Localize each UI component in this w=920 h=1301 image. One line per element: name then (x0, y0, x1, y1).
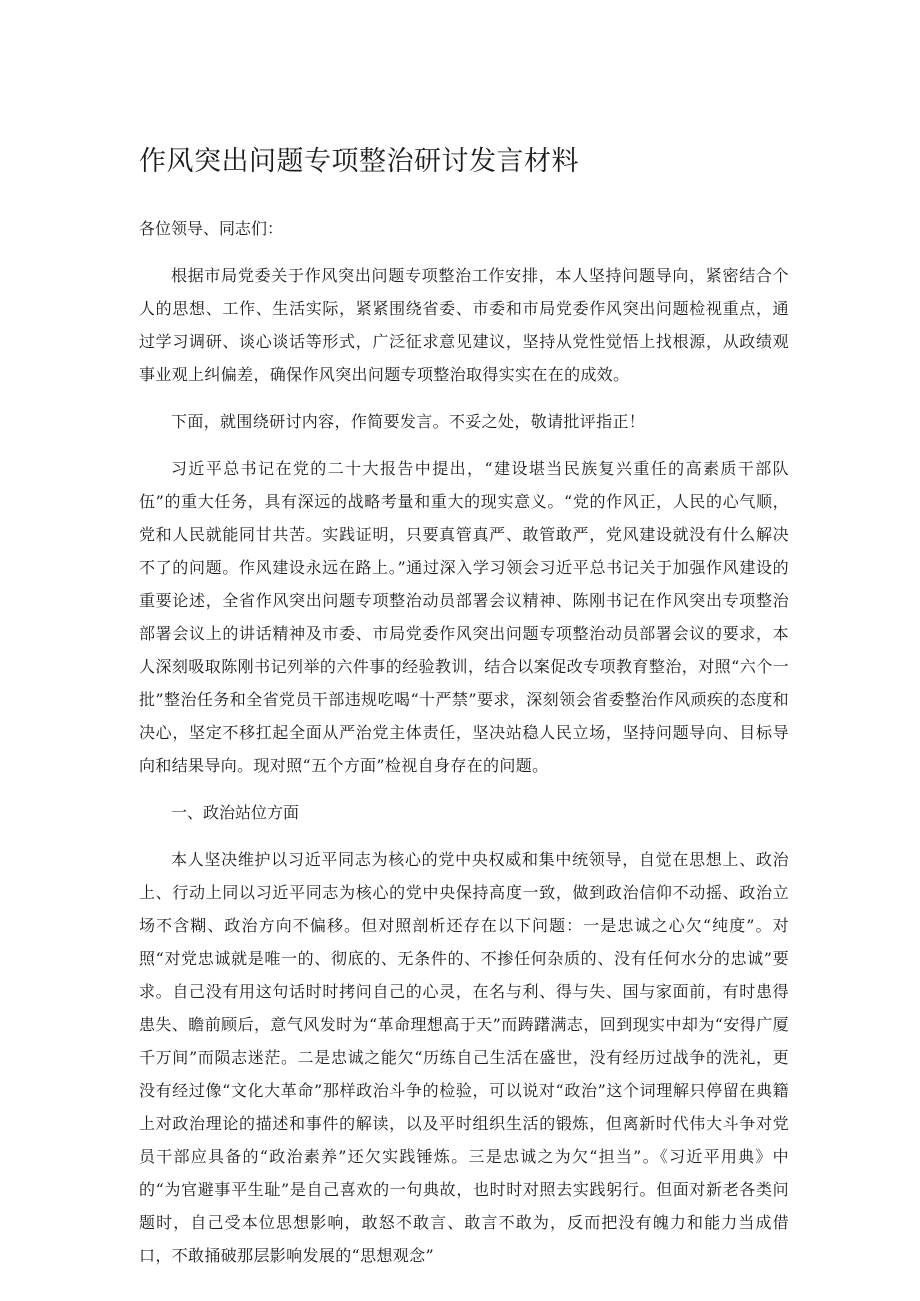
intro-paragraph: 根据市局党委关于作风突出问题专项整治工作安排，本人坚持问题导向，紧密结合个人的思想、工作、生活实际，紧紧围绕省委、市委和市局党委作风突出问题检视重点，通过学习调研、谈心谈话等形式，广泛征求意见建议，坚持从党性觉悟上找根源，从政绩观事业观上纠偏差，确保作风突出问题专项整治取得实实在在的成效。 (139, 266, 789, 384)
section-heading: 一、政治站位方面 (171, 803, 300, 822)
document-page (139, 142, 789, 1286)
background-paragraph: 习近平总书记在党的二十大报告中提出，“建设堪当民族复兴重任的高素质干部队伍”的重大任务，具有深远的战略考量和重大的现实意义。“党的作风正，人民的心气顺，党和人民就能同甘共苦。实践证明，只要真管真严、敢管敢严，党风建设就没有什么解决不了的问题。作风建设永远在路上。”通过深入学习领会习近平总书记关于加强作风建设的重要论述，全省作风突出问题专项整治动员部署会议精神、陈刚书记在作风突出专项整治部署会议上的讲话精神及市委、市局党委作风突出问题专项整治动员部署会议的要求，本人深刻吸取陈刚书记列举的六件事的经验教训，结合以案促改专项教育整治，对照“六个一批”整治任务和全省党员干部违规吃喝“十严禁”要求，深刻领会省委整治作风顽疾的态度和决心，坚定不移扛起全面从严治党主体责任，坚决站稳人民立场，坚持问题导向、目标导向和结果导向。现对照“五个方面”检视自身存在的问题。 (139, 459, 789, 775)
section-paragraph: 本人坚决维护以习近平同志为核心的党中央权威和集中统领导，自觉在思想上、政治上、行动上同以习近平同志为核心的党中央保持高度一致，做到政治信仰不动摇、政治立场不含糊、政治方向不偏移。但对照剖析还存在以下问题：一是忠诚之心欠“纯度”。对照“对党忠诚就是唯一的、彻底的、无条件的、不掺任何杂质的、没有任何水分的忠诚”要求。自己没有用这句话时时拷问自己的心灵，在名与利、得与失、国与家面前，有时患得患失、瞻前顾后，意气风发时为“革命理想高于天”而踌躇满志，回到现实中却为“安得广厦千万间”而陨志迷茫。二是忠诚之能欠“历练自己生活在盛世，没有经历过战争的洗礼，更没有经过像“文化大革命”那样政治斗争的检验，可以说对“政治”这个词理解只停留在典籍上对政治理论的描述和事件的解读，以及平时组织生活的锻炼，但离新时代伟大斗争对党员干部应具备的“政治素养”还欠实践锤炼。三是忠诚之为欠“担当”。《习近平用典》中的“为官避事平生耻”是自己喜欢的一句典故，也时时对照去实践躬行。但面对新老各类问题时，自己受本位思想影响，敢怒不敢言、敢言不敢为，反而把没有魄力和能力当成借口，不敢捅破那层影响发展的“思想观念” (139, 850, 789, 1265)
salutation: 各位领导、同志们： (139, 219, 284, 238)
document-title: 作风突出问题专项整治研讨发言材料 (139, 146, 579, 177)
transition-paragraph: 下面，就围绕研讨内容，作简要发言。不妥之处，敬请批评指正！ (171, 412, 646, 431)
